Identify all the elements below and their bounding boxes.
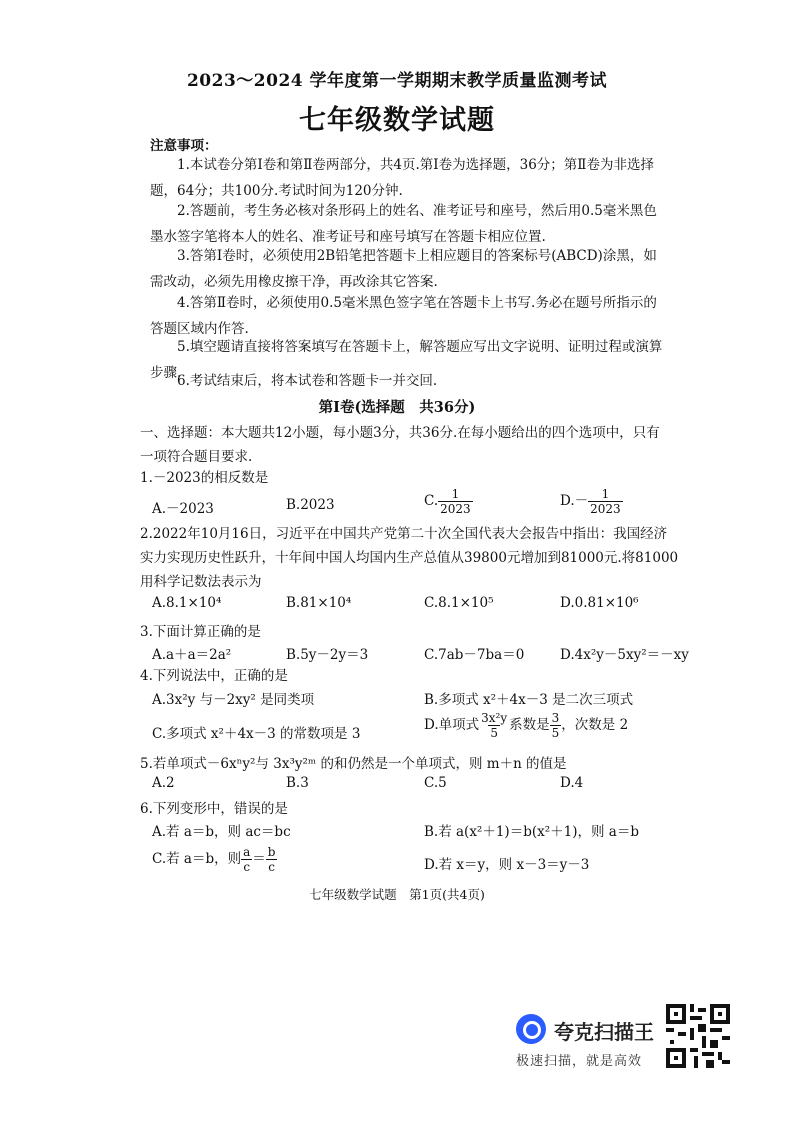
q1-c-fraction <box>438 487 473 516</box>
q4-option-d <box>424 711 628 740</box>
note-item-1: 1.本试卷分第Ⅰ卷和第Ⅱ卷两部分，共4页.第Ⅰ卷为选择题，36分；第Ⅱ卷为非选择题，64分；共100分.考试时间为120分钟. <box>150 157 654 199</box>
q4-d-denominator-2: 5 <box>551 726 560 740</box>
q3-option-c: C.7ab－7ba＝0 <box>424 647 525 663</box>
q6-option-d: D.若 x＝y，则 x－3＝y－3 <box>424 857 590 873</box>
q6-c-prefix: C.若 a＝b，则 <box>152 851 242 867</box>
q6-stem: 6.下列变形中，错误的是 <box>140 801 288 817</box>
q4-d-fraction-2 <box>550 711 562 740</box>
q1-d-fraction <box>588 487 623 516</box>
q4-d-suffix: ，次数是 2 <box>561 717 629 733</box>
q4-stem: 4.下列说法中，正确的是 <box>140 668 288 684</box>
q1-d-denominator: 2023 <box>590 502 621 516</box>
q3-option-a: A.a＋a＝2a² <box>152 647 232 663</box>
q2-option-d: D.0.81×10⁶ <box>560 595 639 611</box>
q1-d-prefix: D.－ <box>560 493 589 509</box>
q5-stem: 5.若单项式－6xⁿy²与 3x³y²ᵐ 的和仍然是一个单项式，则 m＋n 的值是 <box>140 756 567 772</box>
q6-c-fraction-2 <box>266 845 278 874</box>
q1-option-b: B.2023 <box>286 497 335 513</box>
section-title: 第Ⅰ卷(选择题 共36分) <box>318 399 476 416</box>
q2-option-c: C.8.1×10⁵ <box>424 595 494 611</box>
q3-option-b: B.5y－2y＝3 <box>286 647 369 663</box>
q6-c-denominator-2: c <box>268 860 275 874</box>
q6-c-denominator-1: c <box>243 860 251 874</box>
q2-option-b: B.81×10⁴ <box>286 595 352 611</box>
q1-option-d <box>560 487 623 516</box>
quark-logo-icon <box>516 1014 546 1044</box>
note-item-5: 5.填空题请直接将答案填写在答题卡上，解答题应写出文字说明、证明过程或演算步骤. <box>150 339 663 381</box>
q6-c-numerator-1: a <box>243 845 251 859</box>
section-intro: 一、选择题：本大题共12小题，每小题3分，共36分.在每小题给出的四个选项中，只有一项符合题目要求. <box>140 425 660 465</box>
q1-c-prefix: C. <box>424 493 439 509</box>
q3-option-d: D.4x²y－5xy²＝－xy <box>560 647 689 663</box>
q1-d-numerator: 1 <box>601 487 610 501</box>
q4-d-mid: 系数是 <box>509 717 550 733</box>
q4-d-prefix: D.单项式 <box>424 717 480 733</box>
q6-option-c <box>152 845 277 874</box>
q4-d-denominator-1: 5 <box>490 726 498 740</box>
note-item-6: 6.考试结束后，将本试卷和答题卡一并交回. <box>177 373 438 389</box>
q6-c-fraction-1 <box>241 845 252 874</box>
notes-heading: 注意事项： <box>150 138 218 154</box>
qr-code-icon <box>666 1004 730 1068</box>
q5-option-d: D.4 <box>560 775 584 791</box>
q2-option-a: A.8.1×10⁴ <box>152 595 222 611</box>
exam-title-line1: 2023～2024 学年度第一学期期末教学质量监测考试 <box>186 71 608 91</box>
q4-d-fraction-1 <box>479 711 509 740</box>
q4-d-numerator-1: 3x²y <box>481 711 508 725</box>
q4-option-b: B.多项式 x²＋4x－3 是二次三项式 <box>424 692 634 708</box>
q4-option-a: A.3x²y 与－2xy² 是同类项 <box>152 692 315 708</box>
q1-c-denominator: 2023 <box>440 502 471 516</box>
q6-c-numerator-2: b <box>267 845 276 859</box>
scanner-watermark <box>514 1010 674 1070</box>
q6-c-equals: ＝ <box>252 851 266 867</box>
note-item-4: 4.答第Ⅱ卷时，必须使用0.5毫米黑色签字笔在答题卡上书写.务必在题号所指示的答题区域内作答. <box>150 295 657 337</box>
q4-d-numerator-2: 3 <box>551 711 560 725</box>
note-item-2: 2.答题前，考生务必核对条形码上的姓名、准考证号和座号，然后用0.5毫米黑色墨水签字笔将本人的姓名、准考证号和座号填写在答题卡相应位置. <box>150 203 657 245</box>
q5-option-b: B.3 <box>286 775 309 791</box>
watermark-slogan: 极速扫描，就是高效 <box>516 1054 643 1069</box>
q5-option-c: C.5 <box>424 775 447 791</box>
q5-option-a: A.2 <box>152 775 175 791</box>
q6-option-a: A.若 a＝b，则 ac＝bc <box>152 824 291 840</box>
q4-option-c: C.多项式 x²＋4x－3 的常数项是 3 <box>152 726 361 742</box>
watermark-name: 夸克扫描王 <box>554 1020 654 1044</box>
q6-option-b: B.若 a(x²＋1)＝b(x²＋1)，则 a＝b <box>424 824 639 840</box>
q1-c-numerator: 1 <box>451 487 460 501</box>
q2-stem: 2.2022年10月16日，习近平在中国共产党第二十次全国代表大会报告中指出：我国经济实力实现历史性跃升，十年间中国人均国内生产总值从39800元增加到81000元.将81000用科学记数法表示为 <box>140 526 679 590</box>
q1-option-a: A.－2023 <box>152 501 214 517</box>
q1-option-c <box>424 487 473 516</box>
exam-title-line2: 七年级数学试题 <box>299 105 495 136</box>
note-item-3: 3.答第Ⅰ卷时，必须使用2B铅笔把答题卡上相应题目的答案标号(ABCD)涂黑，如需改动，必须先用橡皮擦干净，再改涂其它答案. <box>150 248 657 290</box>
q1-stem: 1.－2023的相反数是 <box>140 470 269 486</box>
q3-stem: 3.下面计算正确的是 <box>140 624 261 640</box>
page-footer: 七年级数学试题 第1页(共4页) <box>309 887 485 902</box>
